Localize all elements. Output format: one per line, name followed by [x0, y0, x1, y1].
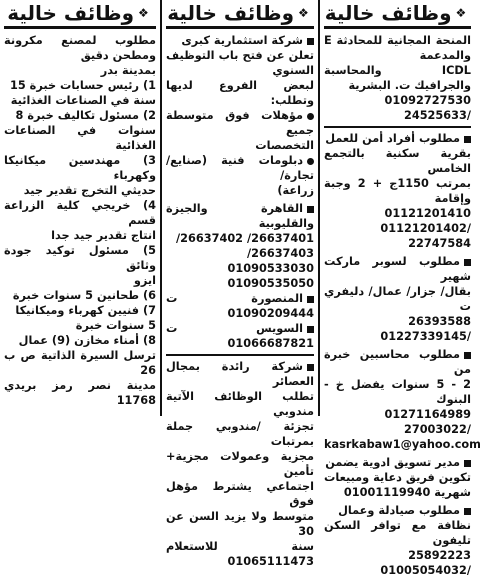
ad-line: 26637403/ 01090533030 [227, 247, 314, 275]
square-bullet-icon [464, 136, 471, 143]
ad-line: 5 سنوات خبرة [75, 319, 156, 332]
ad-line: 8) أمناء مخازن (9) عمال [18, 334, 156, 347]
ad-branch-phones [166, 201, 314, 351]
ad-line: المنصورة ت 01090209444 [166, 292, 314, 320]
ad-line: التخصصات [255, 139, 314, 152]
ad-line: 5) مسئول توكيد جودة وثائق [4, 244, 156, 272]
ad-line: لبعض الفروع لديها وتطلب: [166, 79, 314, 107]
square-bullet-icon [464, 259, 471, 266]
ad-line: مطلوب صيادلة وعمال [338, 504, 460, 517]
ad-juice-company [166, 359, 314, 569]
column-header [166, 0, 314, 29]
column-header [324, 0, 471, 29]
ad-line: متوسط ولا يزيد السن عن 30 [166, 510, 314, 538]
ad-line: مطلوب لمصنع مكرونة ومطحن دقيق [4, 34, 156, 62]
ad-line: ترسل السيرة الذاتية ص ب 26 [4, 349, 156, 377]
jobs-column-middle [160, 0, 320, 568]
column-header [4, 0, 156, 29]
ad-line: شركة استثمارية كبرى [181, 34, 303, 47]
header-ornament-icon: ❖ [138, 6, 149, 20]
jobs-column-right [320, 0, 481, 577]
ad-line: 01121201410 /01121201402 [380, 207, 471, 235]
ad-line: 6) طحانين 5 سنوات خبرة [12, 289, 156, 302]
ad-line: السويس ت 01066687821 [166, 322, 314, 350]
ad-line: زراعة) [277, 184, 314, 197]
square-bullet-icon [307, 296, 314, 303]
ad-line: سنة في الصناعات الغذائية [10, 94, 156, 107]
ad-line: مجزية وعمولات مجزية+ تأمين [166, 450, 314, 478]
header-ornament-icon: ❖ [298, 6, 309, 20]
ad-accountants [324, 347, 481, 452]
ad-line: 26637401/ 26637402/ [176, 232, 314, 245]
ad-pharmacists [324, 503, 471, 578]
ad-line: سنة للاستعلام 01065111473 [166, 540, 314, 568]
ad-line: ايزو [133, 274, 156, 287]
ad-free-grant-courses [324, 33, 471, 123]
square-bullet-icon [307, 206, 314, 213]
ad-line: حديثي التخرج تقدير جيد [23, 184, 156, 197]
ad-line: القاهرة والجيزة والقليوبية [166, 202, 314, 230]
ad-line: 25892223 /01005054032 [380, 549, 471, 577]
ad-line: 01271164989 /27003022 [384, 408, 471, 436]
ad-line: 7) فنيين كهرباء وميكانيكا [15, 304, 156, 317]
ad-line: 01090535050 [227, 277, 314, 290]
ad-line: بمرتب 1150ج + 2 وجبة وإقامة [324, 177, 471, 205]
ad-security-guards [324, 131, 471, 251]
ad-line: اجتماعي يشترط مؤهل فوق [166, 480, 314, 508]
ad-line: تعلن عن فتح باب التوظيف السنوي [166, 49, 314, 77]
ad-line: ICDL والمحاسبة والجرافيك ت. البشرية [324, 64, 471, 92]
ad-line: نظافة مع توافر السكن تليفون [324, 519, 471, 547]
jobs-column-left [0, 0, 160, 416]
ad-line: 3) مهندسين ميكانيكا وكهرباء [4, 154, 156, 182]
ad-pasta-factory [4, 33, 156, 408]
dot-bullet-icon [307, 113, 314, 120]
ad-line: 4) خريجي كلية الزراعة قسم [4, 199, 156, 227]
ad-line: شهرية 01001119940 [343, 486, 471, 499]
ad-separator [166, 354, 314, 356]
ad-line: مطلوب محاسبين خبرة من [324, 348, 471, 376]
ad-line: مدينة نصر رمز بريدي 11768 [4, 379, 156, 407]
ad-line: تكوين فريق دعاية ومبيعات [323, 471, 471, 484]
ad-line: دبلومات فنية (صنايع/ تجارة/ [166, 154, 314, 182]
ad-line: 2) مسئول تكاليف خبرة 8 [15, 109, 156, 122]
dot-bullet-icon [307, 158, 314, 165]
ad-line: مطلوب أفراد أمن للعمل [325, 132, 460, 145]
ad-line: 2 - 5 سنوات يفضل خ - البنوك [324, 378, 471, 406]
header-title: وظائف خالية [7, 1, 135, 25]
header-ornament-icon: ❖ [455, 6, 467, 20]
ad-supermarket [324, 254, 471, 344]
ad-line: مدير تسويق ادوية يضمن [325, 456, 460, 469]
ad-line: 01092727530 /24525633 [384, 94, 471, 122]
square-bullet-icon [464, 460, 471, 467]
ad-line: 22747584 [408, 237, 471, 250]
ad-line: مطلوب لسوبر ماركت شهير [324, 255, 471, 283]
square-bullet-icon [464, 508, 471, 515]
square-bullet-icon [464, 352, 471, 359]
header-title: وظائف خالية [324, 1, 452, 25]
ad-line: المنحة المجانية للمحادثة E والمدعمة [324, 34, 471, 62]
ad-line: بقال/ جزار/ عمال/ دليفري ت [324, 285, 471, 313]
ad-line: شركة رائدة بمجال العصائر [166, 360, 314, 388]
ad-pharma-marketing [324, 455, 471, 500]
header-title: وظائف خالية [167, 1, 295, 25]
ad-line: تطلب الوظائف الآتية مندوبي [166, 390, 314, 418]
ad-line: انتاج تقدير جيد جدا [51, 229, 156, 242]
square-bullet-icon [307, 364, 314, 371]
ad-line: 26393588 /01227339145 [380, 315, 471, 343]
ad-line: تجزئة /مندوبي جملة بمرتبات [166, 420, 314, 448]
square-bullet-icon [307, 38, 314, 45]
ad-investment-company [166, 33, 314, 198]
ad-line: مؤهلات فوق متوسطة جميع [166, 109, 314, 137]
ad-line: بقرية سكنية بالتجمع الخامس [324, 147, 471, 175]
ad-line: سنوات في الصناعات الغذائية [4, 124, 156, 152]
ad-separator [324, 126, 471, 128]
ad-line: بمدينة بدر [100, 64, 156, 77]
ad-line: 1) رئيس حسابات خبرة 15 [10, 79, 156, 92]
ad-email[interactable]: kasrkabaw1@yahoo.com [324, 438, 481, 451]
square-bullet-icon [307, 326, 314, 333]
